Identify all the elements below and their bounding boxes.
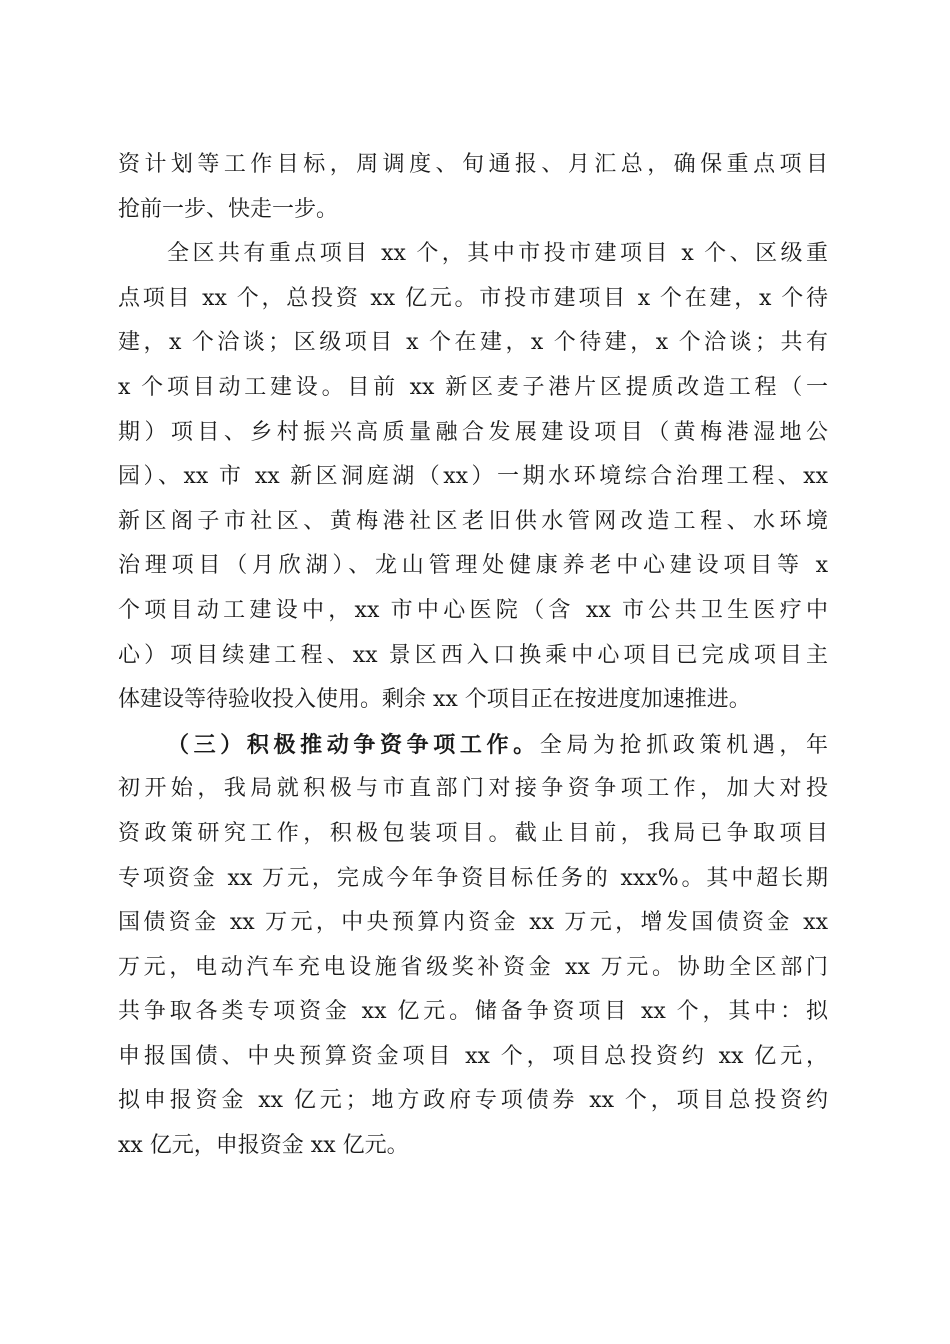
paragraph-line: 期）项目、乡村振兴高质量融合发展建设项目（黄梅港湿地公: [118, 419, 828, 445]
paragraph-line: 初开始，我局就积极与市直部门对接争资争项工作，加大对投: [118, 776, 828, 802]
paragraph-line: 资计划等工作目标，周调度、旬通报、月汇总，确保重点项目: [118, 152, 828, 177]
paragraph-line: 万元，电动汽车充电设施省级奖补资金 xx 万元。协助全区部门: [118, 954, 828, 980]
paragraph-line: 申报国债、中央预算资金项目 xx 个，项目总投资约 xx 亿元，: [118, 1043, 828, 1069]
paragraph-line: 个项目动工建设中，xx 市中心医院（含 xx 市公共卫生医疗中: [118, 597, 828, 623]
paragraph-line: 心）项目续建工程、xx 景区西入口换乘中心项目已完成项目主: [118, 642, 828, 668]
paragraph-line: 共争取各类专项资金 xx 亿元。储备争资项目 xx 个，其中：拟: [118, 999, 828, 1025]
paragraph-line: 治理项目（月欣湖）、龙山管理处健康养老中心建设项目等 x: [118, 553, 828, 579]
paragraph-line: 体建设等待验收投入使用。剩余 xx 个项目正在按进度加速推进。: [118, 687, 751, 713]
paragraph-line: 全区共有重点项目 xx 个，其中市投市建项目 x 个、区级重: [167, 241, 828, 267]
paragraph-line: 建，x 个洽谈；区级项目 x 个在建，x 个待建，x 个洽谈；共有: [118, 330, 828, 356]
section-heading-line: [118, 723, 828, 768]
paragraph-line: xx 亿元，申报资金 xx 亿元。: [118, 1133, 409, 1159]
paragraph-line: 新区阁子市社区、黄梅港社区老旧供水管网改造工程、水环境: [118, 508, 828, 534]
paragraph-line: 点项目 xx 个，总投资 xx 亿元。市投市建项目 x 个在建，x 个待: [118, 285, 828, 311]
paragraph-line: 园）、xx 市 xx 新区洞庭湖（xx）一期水环境综合治理工程、xx: [118, 464, 828, 490]
paragraph-line: 国债资金 xx 万元，中央预算内资金 xx 万元，增发国债资金 xx: [118, 910, 828, 936]
paragraph-line: 拟申报资金 xx 亿元；地方政府专项债券 xx 个，项目总投资约: [118, 1088, 828, 1114]
paragraph-line: 资政策研究工作，积极包装项目。截止目前，我局已争取项目: [118, 820, 828, 846]
paragraph-line: 抢前一步、快走一步。: [118, 196, 339, 222]
paragraph-line: x 个项目动工建设。目前 xx 新区麦子港片区提质改造工程（一: [118, 374, 828, 400]
paragraph-line: 专项资金 xx 万元，完成今年争资目标任务的 xxx%。其中超长期: [118, 865, 828, 891]
document-body: [118, 143, 828, 1169]
section-heading-rest: 全局为抢抓政策机遇，年: [539, 732, 828, 758]
section-heading: （三）积极推动争资争项工作。: [167, 731, 540, 758]
